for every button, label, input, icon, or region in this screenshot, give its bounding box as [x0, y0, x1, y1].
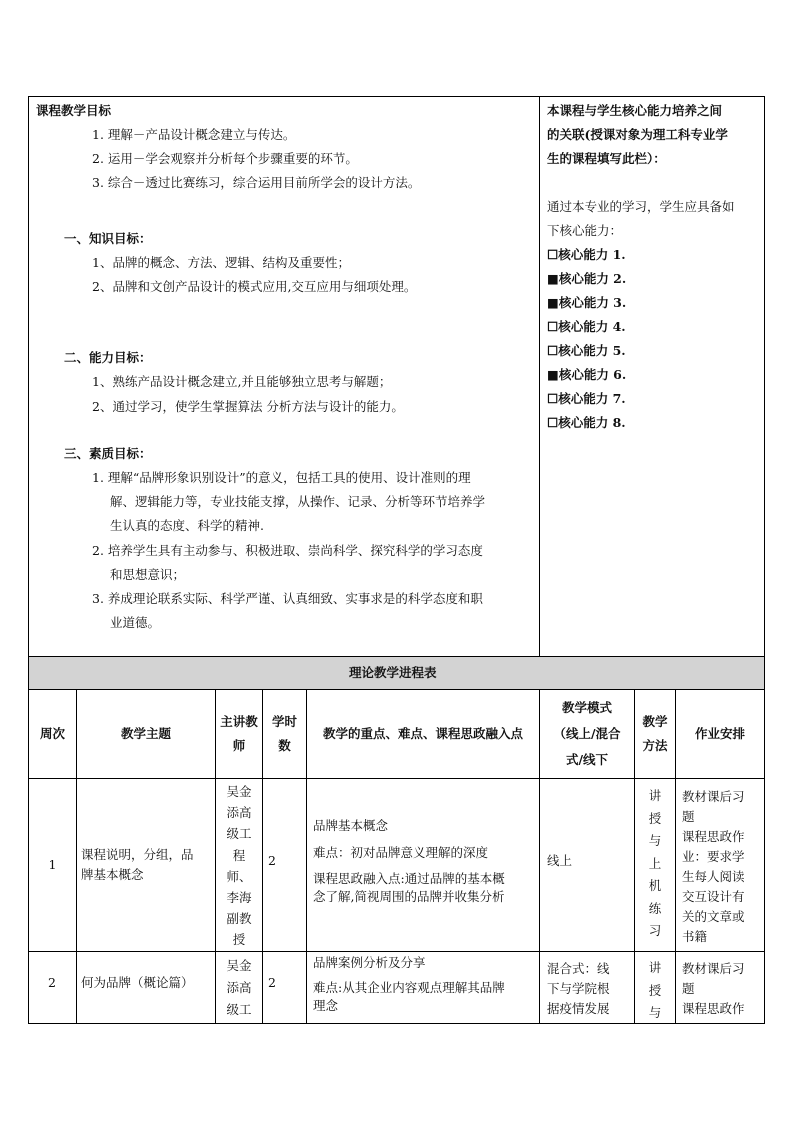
- objective-item: 3. 综合－透过比赛练习，综合运用目前所学会的设计方法。: [92, 175, 421, 190]
- row1-method-line: 讲: [648, 788, 662, 803]
- core-ability-label: 核心能力 7.: [558, 391, 626, 406]
- header-method-line: 教学: [642, 714, 668, 729]
- row1-lecturer-line: 吴金: [226, 784, 252, 799]
- row1-homework-line: 教材课后习: [682, 789, 745, 804]
- header-hours: [263, 690, 306, 778]
- header-hours-line: 数: [278, 738, 291, 753]
- row1-lecturer-line: 添高: [226, 805, 252, 821]
- core-ability-item: [547, 267, 626, 291]
- ability-item: 2、通过学习，使学生掌握算法 分析方法与设计的能力。: [92, 399, 404, 414]
- row2-homework: [682, 959, 764, 1019]
- header-lecturer-line: 师: [232, 738, 246, 753]
- knowledge-heading: 一、知识目标：: [64, 231, 152, 246]
- core-ability-label: 核心能力 3.: [558, 295, 627, 310]
- row2-homework-line: 课程思政作: [682, 1001, 745, 1016]
- checked-box-icon: ■: [547, 367, 559, 382]
- row1-homework: [682, 787, 764, 947]
- row2-focus: 理念: [313, 998, 339, 1013]
- row2-topic: 何为品牌（概论篇）: [81, 975, 194, 990]
- checked-box-icon: ■: [547, 271, 559, 286]
- row1-lecturer-line: 师、: [226, 868, 252, 884]
- knowledge-item: 1、品牌的概念、方法、逻辑、结构及重要性；: [92, 255, 350, 270]
- row2-mode-line: 下与学院根: [547, 981, 610, 996]
- row1-method-line: 练: [648, 900, 662, 916]
- core-ability-item: [547, 315, 626, 339]
- row2-focus: 难点:从其企业内容观点理解其品牌: [313, 980, 505, 995]
- checked-box-icon: ■: [547, 295, 559, 310]
- core-ability-label: 核心能力 8.: [558, 415, 626, 430]
- unchecked-box-icon: ☐: [547, 247, 559, 262]
- core-ability-item: [547, 339, 626, 363]
- row1-lecturer-line: 程: [232, 847, 246, 863]
- quality-item: 生认真的态度、科学的精神.: [110, 518, 264, 533]
- row2-lecturer-line: 级工: [226, 1002, 252, 1017]
- schedule-title: 理论教学进程表: [349, 665, 437, 680]
- quality-heading: 三、素质目标：: [64, 446, 152, 461]
- header-focus: 教学的重点、难点、课程思政融入点: [322, 726, 523, 741]
- row2-lecturer-line: 吴金: [226, 958, 252, 973]
- row1-week: 1: [48, 857, 57, 872]
- row1-hours: 2: [268, 853, 276, 868]
- core-ability-label: 核心能力 5.: [558, 343, 626, 358]
- row2-mode: [547, 959, 631, 1019]
- row1-topic-line: 课程说明，分组，品: [81, 847, 194, 862]
- table-border: [539, 96, 540, 656]
- knowledge-item: 2、品牌和文创产品设计的模式应用,交互应用与细项处理。: [92, 279, 417, 294]
- table-border: [764, 96, 765, 1024]
- row1-homework-line: 课程思政作: [682, 829, 745, 844]
- header-mode-line: 式/线下: [565, 752, 609, 767]
- header-mode-line: 教学模式: [561, 700, 612, 715]
- row1-method-line: 机: [648, 878, 662, 893]
- unchecked-box-icon: ☐: [547, 415, 559, 430]
- row2-focus: 品牌案例分析及分享: [313, 955, 426, 970]
- header-hours-line: 学时: [271, 714, 297, 729]
- core-heading: 生的课程填写此栏）：: [547, 151, 666, 166]
- row1-lecturer: [216, 781, 262, 951]
- quality-item: 3. 养成理论联系实际、科学严谨、认真细致、实事求是的科学态度和职: [92, 591, 483, 606]
- core-ability-item: [547, 411, 626, 435]
- quality-item: 和思想意识；: [110, 567, 186, 582]
- unchecked-box-icon: ☐: [547, 319, 559, 334]
- row1-method-line: 与: [648, 833, 662, 848]
- row1-method-line: 授: [648, 810, 662, 826]
- header-lecturer: [216, 690, 262, 778]
- row1-lecturer-line: 授: [232, 932, 246, 948]
- header-homework: 作业安排: [694, 726, 745, 741]
- objective-item: 2. 运用－学会观察并分析每个步骤重要的环节。: [92, 151, 358, 166]
- objectives-heading: 课程教学目标: [36, 103, 112, 118]
- core-intro: 通过本专业的学习，学生应具备如: [547, 199, 735, 214]
- core-ability-label: 核心能力 6.: [558, 367, 627, 382]
- core-ability-item: [547, 387, 626, 411]
- objective-item: 1. 理解－产品设计概念建立与传达。: [92, 127, 296, 142]
- core-intro: 下核心能力：: [547, 223, 623, 238]
- row1-lecturer-line: 级工: [226, 826, 252, 842]
- header-method: [635, 690, 675, 778]
- row1-focus: 课程思政融入点:通过品牌的基本概: [313, 871, 505, 886]
- header-topic: 教学主题: [120, 726, 171, 741]
- row2-method: [635, 957, 675, 1025]
- row2-method-line: 讲: [648, 960, 662, 975]
- core-ability-label: 核心能力 4.: [558, 319, 626, 334]
- row1-homework-line: 关的文章或: [682, 909, 745, 924]
- row2-lecturer-line: 添高: [226, 980, 252, 995]
- header-lecturer-line: 主讲教: [220, 714, 258, 729]
- row1-method: [635, 785, 675, 943]
- row1-topic-line: 牌基本概念: [81, 867, 144, 882]
- header-mode-line: （线上/混合: [553, 726, 621, 741]
- ability-heading: 二、能力目标：: [64, 350, 152, 365]
- unchecked-box-icon: ☐: [547, 343, 559, 358]
- row1-focus: 念了解,简视周围的品牌并收集分析: [313, 889, 505, 904]
- row2-homework-line: 教材课后习: [682, 961, 745, 976]
- header-week: 周次: [39, 726, 65, 741]
- row2-lecturer: [216, 955, 262, 1021]
- row1-method-line: 习: [648, 923, 662, 938]
- row2-week: 2: [48, 975, 56, 990]
- header-method-line: 方法: [642, 738, 668, 753]
- row2-mode-line: 混合式：线: [547, 961, 610, 976]
- core-heading: 本课程与学生核心能力培养之间: [547, 103, 723, 118]
- row1-homework-line: 生每人阅读: [682, 869, 745, 884]
- core-ability-item: [547, 243, 626, 267]
- row2-homework-line: 题: [682, 981, 695, 996]
- row1-mode: 线上: [547, 853, 573, 868]
- row1-topic: [81, 779, 213, 951]
- row1-focus: 品牌基本概念: [313, 818, 389, 833]
- core-ability-item: [547, 363, 626, 387]
- table-border: [28, 951, 765, 952]
- row1-method-line: 上: [648, 855, 662, 871]
- core-ability-item: [547, 291, 626, 315]
- row1-homework-line: 业：要求学: [682, 849, 745, 864]
- row1-lecturer-line: 李海: [226, 890, 252, 906]
- row1-focus: 难点：初对品牌意义理解的深度: [313, 845, 489, 860]
- quality-item: 2. 培养学生具有主动参与、积极进取、崇尚科学、探究科学的学习态度: [92, 543, 483, 558]
- unchecked-box-icon: ☐: [547, 391, 559, 406]
- table-border: [28, 96, 765, 97]
- row2-method-line: 与: [648, 1005, 662, 1020]
- row1-lecturer-line: 副教: [226, 911, 252, 927]
- quality-item: 业道德。: [110, 615, 161, 630]
- core-ability-label: 核心能力 1.: [558, 247, 626, 262]
- row2-hours: 2: [268, 975, 276, 990]
- row2-mode-line: 据疫情发展: [547, 1001, 610, 1016]
- quality-item: 解、逻辑能力等，专业技能支撑，从操作、记录、分析等环节培养学: [110, 494, 486, 509]
- quality-item: 1. 理解“品牌形象识别设计”的意义，包括工具的使用、设计准则的理: [92, 470, 471, 485]
- core-ability-label: 核心能力 2.: [558, 271, 627, 286]
- row1-homework-line: 题: [682, 809, 695, 824]
- row1-homework-line: 书籍: [682, 929, 708, 944]
- row1-homework-line: 交互设计有: [682, 889, 745, 904]
- core-heading: 的关联(授课对象为理工科专业学: [547, 127, 728, 142]
- ability-item: 1、熟练产品设计概念建立,并且能够独立思考与解题；: [92, 374, 392, 389]
- row2-method-line: 授: [648, 982, 662, 998]
- header-mode: [540, 690, 634, 778]
